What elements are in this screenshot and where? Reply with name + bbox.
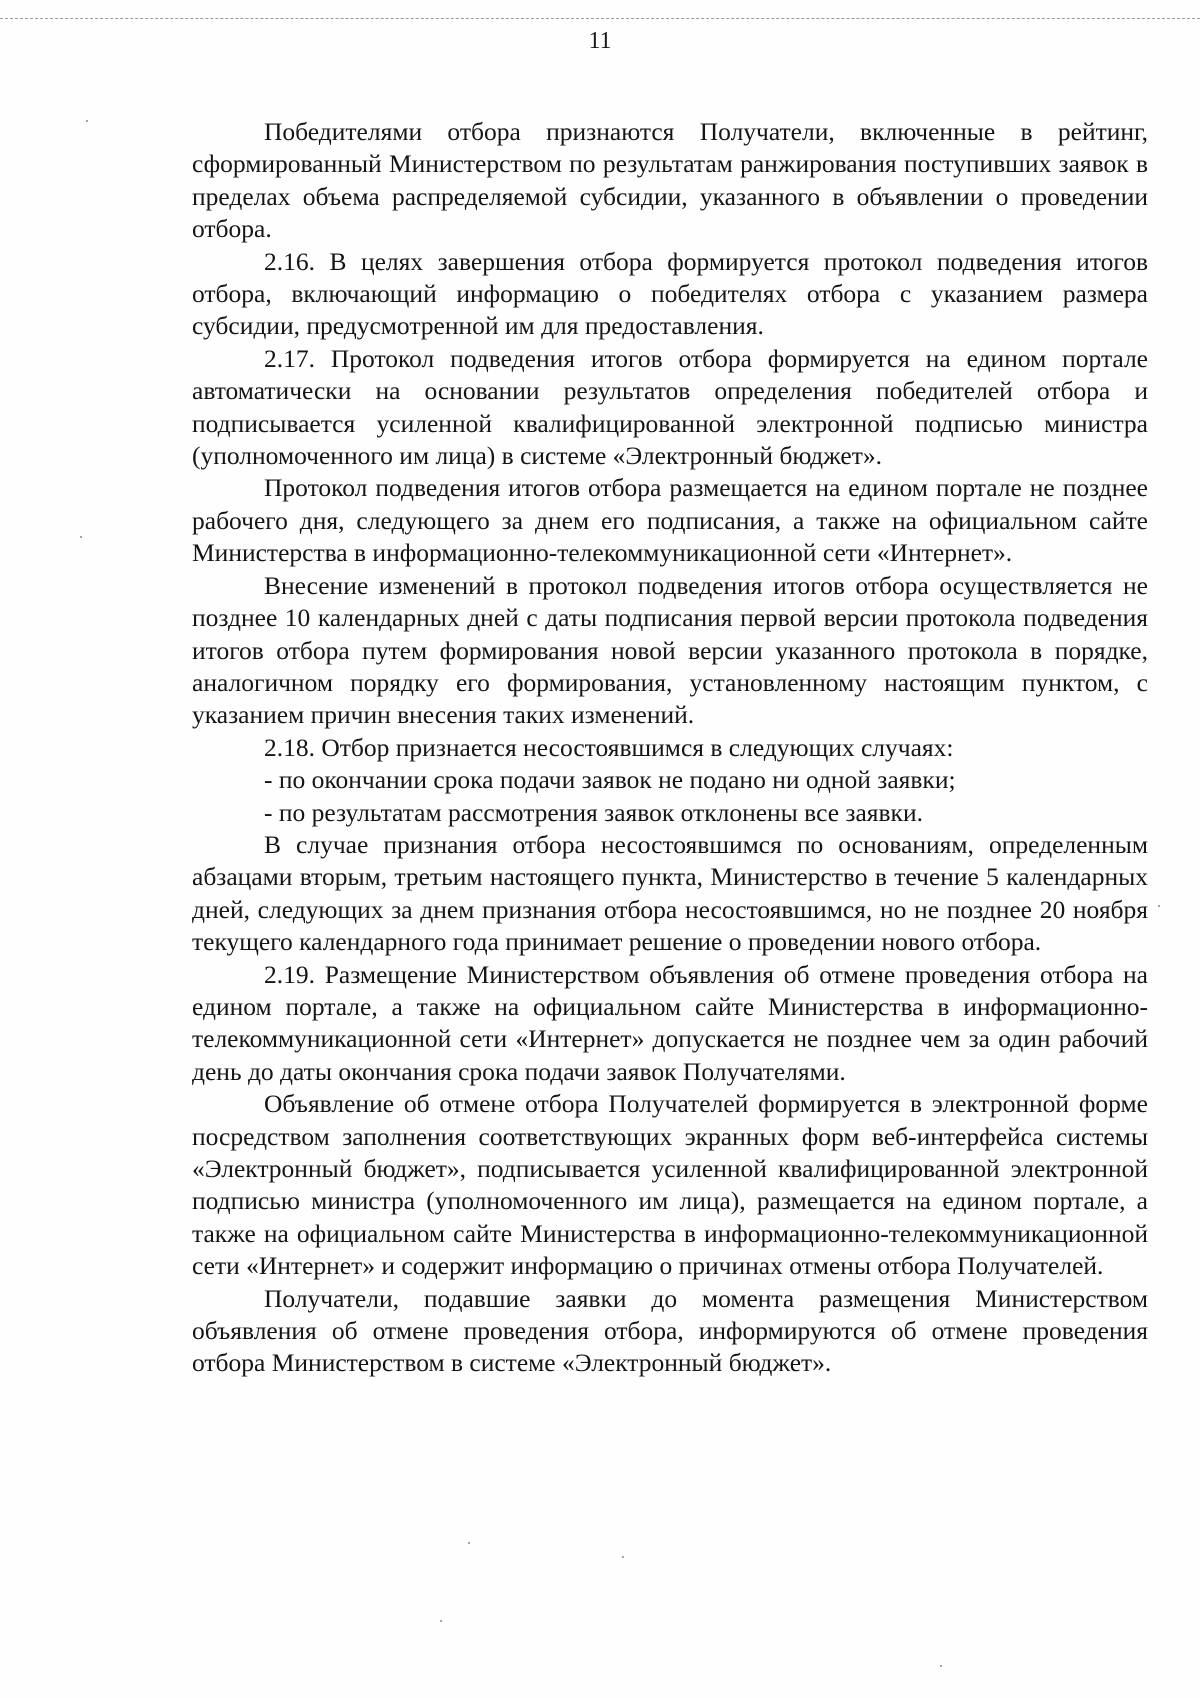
scan-speck — [622, 1556, 624, 1558]
paragraph-2-18: 2.18. Отбор признается несостоявшимся в следующих случаях: — [264, 732, 954, 762]
paragraph-protocol-publication: Протокол подведения итогов отбора размещается на едином портале не позднее рабочего дня, следующего за днем его подписания, а также на официальном сайте Министерства в информационно-телекоммуникационной сети «Интернет». — [192, 473, 1148, 568]
paragraph-case-no-applications: - по окончании срока подачи заявок не подано ни одной заявки; — [264, 765, 956, 795]
paragraph-2-19: 2.19. Размещение Министерством объявления об отмене проведения отбора на едином портале, а также на официальном сайте Министерства в информационно-телекоммуникационной сети «Интернет» допускается не позднее чем за один рабочий день до даты окончания срока подачи заявок Получателями. — [192, 959, 1148, 1086]
scan-speck — [468, 1542, 470, 1544]
scan-speck — [440, 1620, 442, 1622]
scan-speck — [80, 536, 82, 538]
scan-speck — [86, 120, 88, 122]
scan-speck — [940, 1665, 942, 1667]
paragraph-2-17: 2.17. Протокол подведения итогов отбора формируется на едином портале автоматически на основании результатов определения победителей отбора и подписывается усиленной квалифицированной электронной подписью министра (уполномоченного им лица) в системе «Электронный бюджет». — [192, 343, 1148, 471]
document-body — [192, 116, 1148, 1380]
page-number: 11 — [588, 28, 612, 54]
scan-edge-line — [0, 18, 1200, 19]
paragraph-protocol-changes: Внесение изменений в протокол подведения итогов отбора осуществляется не позднее 10 календарных дней с даты подписания первой версии протокола подведения итогов отбора путем формирования новой версии указанного протокола в порядке, аналогичном порядку его формирования, установленному настоящим пунктом, с указанием причин внесения таких изменений. — [192, 570, 1148, 730]
paragraph-winners: Победителями отбора признаются Получатели, включенные в рейтинг, сформированный Министерством по результатам ранжирования поступивших заявок в пределах объема распределяемой субсидии, указанного в объявлении о проведении отбора. — [192, 117, 1148, 244]
paragraph-cancellation-notice: Объявление об отмене отбора Получателей формируется в электронной форме посредством заполнения соответствующих экранных форм веб-интерфейса системы «Электронный бюджет», подписывается усиленной квалифицированной электронной подписью министра (уполномоченного им лица), размещается на едином портале, а также на официальном сайте Министерства в информационно-телекоммуникационной сети «Интернет» и содержит информацию о причинах отмены отбора Получателей. — [192, 1089, 1148, 1281]
paragraph-2-16: 2.16. В целях завершения отбора формируется протокол подведения итогов отбора, включающий информацию о победителях отбора с указанием размера субсидии, предусмотренной им для предоставления. — [192, 246, 1148, 341]
paragraph-case-all-rejected: - по результатам рассмотрения заявок отклонены все заявки. — [264, 797, 923, 827]
paragraph-new-selection: В случае признания отбора несостоявшимся по основаниям, определенным абзацами вторым, третьим настоящего пункта, Министерство в течение 5 календарных дней, следующих за днем признания отбора несостоявшимся, но не позднее 20 ноября текущего календарного года принимает решение о проведении нового отбора. — [192, 829, 1148, 957]
paragraph-recipients-informed: Получатели, подавшие заявки до момента размещения Министерством объявления об отмене проведения отбора, информируются об отмене проведения отбора Министерством в системе «Электронный бюджет». — [192, 1283, 1148, 1378]
scan-speck — [1158, 905, 1160, 907]
